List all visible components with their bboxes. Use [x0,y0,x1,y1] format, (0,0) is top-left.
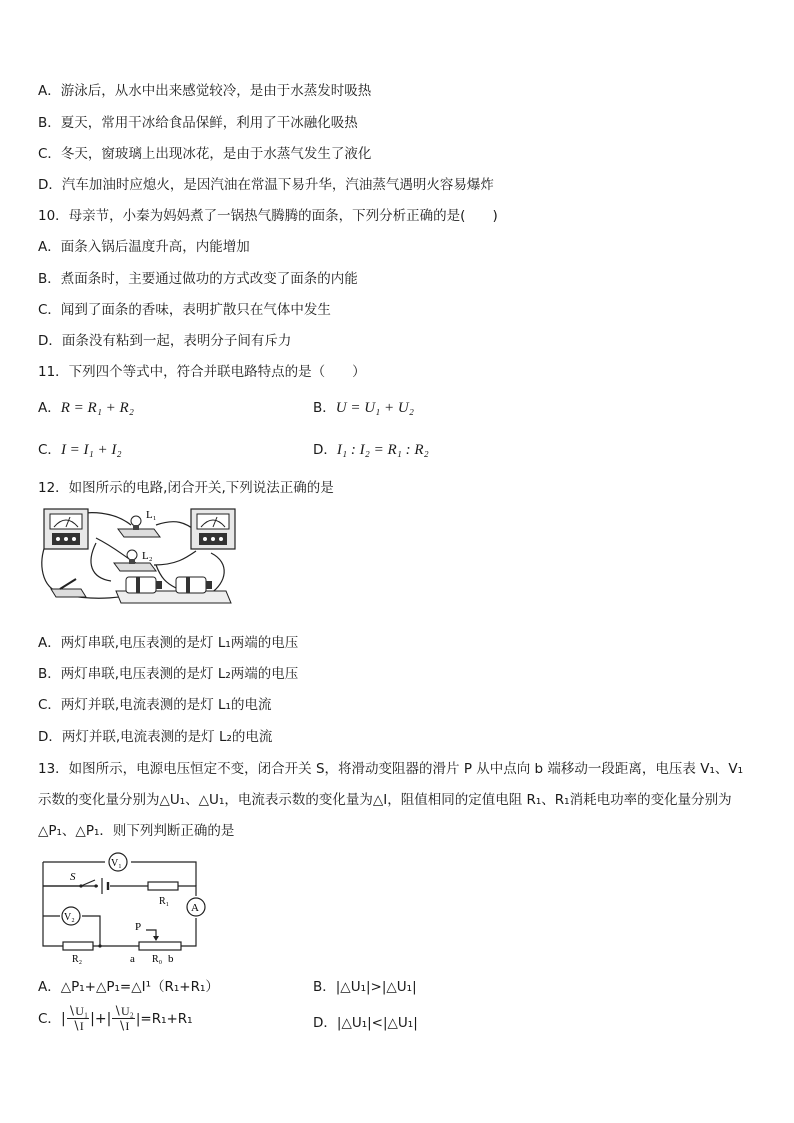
q13-label-r0: R₀ [152,954,163,965]
q11-b-formula: U = U₁ + U₂ [335,400,414,416]
q13-c-label: C． [38,1010,61,1027]
q10-stem: 10．母亲节，小秦为妈妈煮了一锅热气腾腾的面条，下列分析正确的是( ) [38,208,498,224]
q12-ammeter-icon [191,509,235,549]
q11-option-a [38,399,134,417]
q13-c-rest: |=R₁+R₁ [135,1010,193,1027]
q13-label-a-end: a [130,953,135,965]
q12-stem: 12．如图所示的电路,闭合开关,下列说法正确的是 [38,480,334,496]
q13-label-r1: R₁ [159,896,170,907]
q13-option-b: B．|△U₁|>|△U₁| [313,979,417,995]
q11-d-formula: I₁ : I₂ = R₁ : R₂ [336,442,429,458]
q13-label-a: A [191,902,199,914]
q11-a-formula: R = R₁ + R₂ [60,400,134,416]
q9-option-b: B．夏天，常用干冰给食品保鲜，利用了干冰融化吸热 [38,115,358,131]
q10-option-c: C．闻到了面条的香味，表明扩散只在气体中发生 [38,302,331,318]
q10-option-b: B．煮面条时，主要通过做功的方式改变了面条的内能 [38,271,358,287]
q11-c-label: C． [38,442,61,458]
q13-label-p: P [135,921,142,933]
q13-option-d: D．|△U₁|<|△U₁| [313,1015,418,1031]
q13-stem-line-1: 13．如图所示，电源电压恒定不变，闭合开关 S，将滑动变阻器的滑片 P 从中点向 b 端移动一段距离，电压表 V₁、V₁ [38,761,743,777]
q13-circuit-figure [38,848,213,966]
q12-option-a: A．两灯串联,电压表测的是灯 L₁两端的电压 [38,635,299,651]
q9-option-d: D．汽车加油时应熄火，是因汽油在常温下易升华，汽油蒸气遇明火容易爆炸 [38,177,494,193]
q13-resistor-r1 [148,882,178,890]
q12-label-l2: L₂ [142,550,153,562]
q10-option-d: D．面条没有粘到一起，表明分子间有斥力 [38,333,292,349]
q11-d-label: D． [313,442,337,458]
q13-option-c: C． | $\frac{\text{∖U₁}}{∖I}$ |+| $\frac{\text{∖U₂}}{∖I}$ |=R₁+R₁ [38,1004,193,1033]
q13-label-b-end: b [168,953,174,965]
q13-slider-arrow-icon [153,936,159,941]
q13-battery-icon [102,878,108,894]
q12-switch-icon [51,579,86,597]
q11-option-d [313,441,429,459]
q12-voltmeter-icon [44,509,88,549]
q13-label-r2: R₂ [72,954,83,965]
q13-label-v2: V₂ [64,912,75,923]
q13-c-frac1-num: ∖U₁ [67,1004,89,1018]
q13-c-frac1-den: ∖I [72,1019,84,1033]
q13-label-s: S [70,871,76,883]
q13-stem-line-2: 示数的变化量分别为△U₁、△U₁，电流表示数的变化量为△I，阻值相同的定值电阻 R₁、R₁消耗电功率的变化量分别为 [38,792,732,808]
q11-a-label: A． [38,400,61,416]
q12-label-l1: L₁ [146,509,157,521]
q12-battery-icon [116,577,231,603]
q12-option-d: D．两灯并联,电流表测的是灯 L₂的电流 [38,729,273,745]
q9-option-c: C．冬天，窗玻璃上出现冰花，是由于水蒸气发生了液化 [38,146,372,162]
q13-option-a: A．△P₁+△P₁=△I¹（R₁+R₁） [38,979,219,995]
q11-c-formula: I = I₁ + I₂ [60,442,122,458]
q11-option-c [38,441,122,459]
q11-b-label: B． [313,400,336,416]
q11-option-b [313,399,414,417]
q9-option-a: A．游泳后，从水中出来感觉较冷，是由于水蒸发时吸热 [38,83,372,99]
q13-c-fraction-1 [67,1004,90,1033]
q13-stem-line-3: △P₁、△P₁．则下列判断正确的是 [38,823,235,839]
q13-c-fraction-2 [112,1004,135,1033]
q10-option-a: A．面条入锅后温度升高，内能增加 [38,239,250,255]
q13-label-v1: V₁ [111,858,122,869]
q13-c-frac2-den: ∖I [117,1019,130,1033]
q12-option-c: C．两灯并联,电流表测的是灯 L₁的电流 [38,697,272,713]
q13-resistor-r2 [63,942,93,950]
q12-circuit-figure [36,503,236,611]
q12-option-b: B．两灯串联,电压表测的是灯 L₂两端的电压 [38,666,299,682]
q13-rheostat-r0 [139,942,181,950]
q11-stem: 11．下列四个等式中，符合并联电路特点的是（ ） [38,364,366,380]
q13-c-frac2-num: ∖U₂ [113,1004,134,1018]
